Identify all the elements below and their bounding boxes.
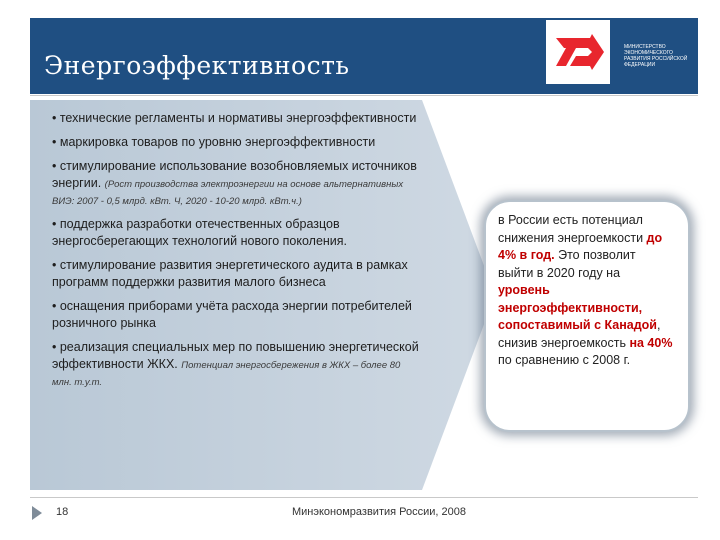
footer-arrow-icon bbox=[30, 505, 44, 521]
bullet-list bbox=[52, 110, 420, 397]
ministry-logo bbox=[546, 20, 610, 84]
slide-title: Энергоэффективность bbox=[44, 51, 350, 80]
bullet-note: Потенциал энергосбережения в ЖКХ – более 80 млн. т.у.т. bbox=[52, 360, 401, 388]
bullet-item: • маркировка товаров по уровню энергоэффективности bbox=[52, 135, 376, 149]
page-number: 18 bbox=[56, 506, 69, 518]
bullet-item: • реализация специальных мер по повышению энергетической эффективности ЖКХ. Потенциал энергосбережения в ЖКХ – более 80 млн. т.у.т. bbox=[52, 340, 419, 388]
logo-arrow-icon bbox=[546, 20, 610, 84]
footer-source: Минэкономразвития России, 2008 bbox=[292, 506, 466, 518]
callout-text: в России есть потенциал снижения энергоемкости до 4% в год. Это позволит выйти в 2020 году на уровень энергоэффективности, сопоставимый с Канадой, снизив энергоемкость на 40% по сравнению с 2008 г. bbox=[498, 213, 673, 367]
bullet-note: (Рост производства электроэнергии на основе альтернативных ВИЭ: 2007 - 0,5 млрд. кВт. Ч, 2020 - 10-20 млрд. кВт.ч.) bbox=[52, 179, 404, 207]
footer-divider bbox=[30, 497, 698, 498]
bullet-item: • поддержка разработки отечественных образцов энергосберегающих технологий нового поколения. bbox=[52, 217, 348, 248]
bullet-item: • стимулирование развития энергетического аудита в рамках программ поддержки развития малого бизнеса bbox=[52, 258, 408, 289]
bullet-item: • стимулирование использование возобновляемых источников энергии. (Рост производства электроэнергии на основе альтернативных ВИЭ: 2007 - 0,5 млрд. кВт. Ч, 2020 - 10-20 млрд. кВт.ч.) bbox=[52, 159, 417, 207]
bullet-item: • оснащения приборами учёта расхода энергии потребителей розничного рынка bbox=[52, 299, 412, 330]
bullet-item: • технические регламенты и нормативы энергоэффективности bbox=[52, 111, 417, 125]
header-divider bbox=[30, 95, 698, 96]
logo-caption: МИНИСТЕРСТВО ЭКОНОМИЧЕСКОГО РАЗВИТИЯ РОССИЙСКОЙ ФЕДЕРАЦИИ bbox=[624, 44, 688, 68]
